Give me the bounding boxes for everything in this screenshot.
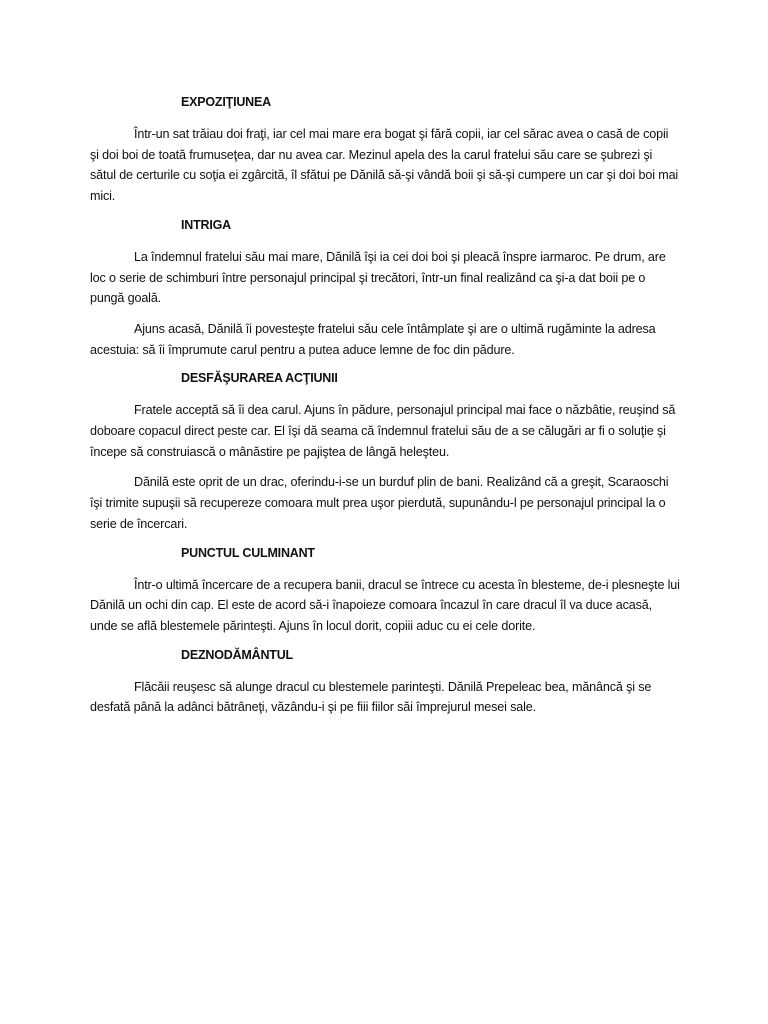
paragraph: Dănilă este oprit de un drac, oferindu-i-se un burduf plin de bani. Realizând că a greşit, Scaraoschi îşi trimite supuşii să recupereze comoara mult prea uşor pierdută, supunându-l pe personajul principal la o serie de încercari.	[90, 475, 669, 531]
paragraph: Într-o ultimă încercare de a recupera banii, dracul se întrece cu acesta în blesteme, de-i plesneşte lui Dănilă un ochi din cap. El este de acord să-i înapoieze comoara încazul în care dracul îl va duce acasă, unde se află blestemele părinteşti. Ajuns în locul dorit, copiii aduc cu ei cele dorite.	[90, 577, 680, 633]
paragraph: Flăcăii reuşesc să alunge dracul cu blestemele parinteşti. Dănilă Prepeleac bea, mănâncă şi se desfată până la adânci bătrâneţi, văzându-i şi pe fiii fiilor săi împrejurul mesei sale.	[90, 679, 652, 715]
section-heading: PUNCTUL CULMINANT	[181, 545, 315, 560]
section-heading: EXPOZIŢIUNEA	[181, 95, 271, 109]
document-content	[90, 94, 680, 728]
section-heading: INTRIGA	[181, 217, 231, 232]
section-heading: DESFĂŞURAREA ACŢIUNII	[181, 371, 338, 386]
section-intriga	[90, 217, 680, 361]
section-expozitiunea	[90, 94, 680, 207]
paragraph: Într-un sat trăiau doi fraţi, iar cel mai mare era bogat şi fără copii, iar cel sărac avea o casă de copii şi doi boi de toată frumuseţea, dar nu avea car. Mezinul apela des la carul fratelui său care se şubrezi şi sătul de certurile cu soţia ei zgârcită, îl sfătui pe Dănilă să-şi vândă boii şi să-şi cumpere un car şi doi boi mai mici.	[90, 127, 679, 204]
paragraph: La îndemnul fratelui său mai mare, Dănilă îşi ia cei doi boi şi pleacă înspre iarmaroc. Pe drum, are loc o serie de schimburi între personajul principal şi trecători, într-un final realizând ca şi-a dat boii pe o pungă goală.	[90, 249, 666, 306]
paragraph: Fratele acceptă să îi dea carul. Ajuns în pădure, personajul principal mai face o năzbâtie, reuşind să doboare copacul direct peste car. El îşi dă seama că îndemnul fratelui său de a se călugări ar fi o soluţie şi începe să construiască o mânăstire pe pajiştea de lângă heleşteu.	[90, 403, 676, 459]
paragraph: Ajuns acasă, Dănilă îi povesteşte fratelui său cele întâmplate şi are o ultimă rugăminte la adresa acestuia: să îi împrumute carul pentru a putea aduce lemne de foc din pădure.	[90, 321, 656, 357]
section-punctul-culminant	[90, 545, 680, 637]
section-heading: DEZNODĂMÂNTUL	[181, 647, 293, 662]
section-desfasurarea-actiunii	[90, 370, 680, 534]
section-deznodamantul	[90, 647, 680, 718]
